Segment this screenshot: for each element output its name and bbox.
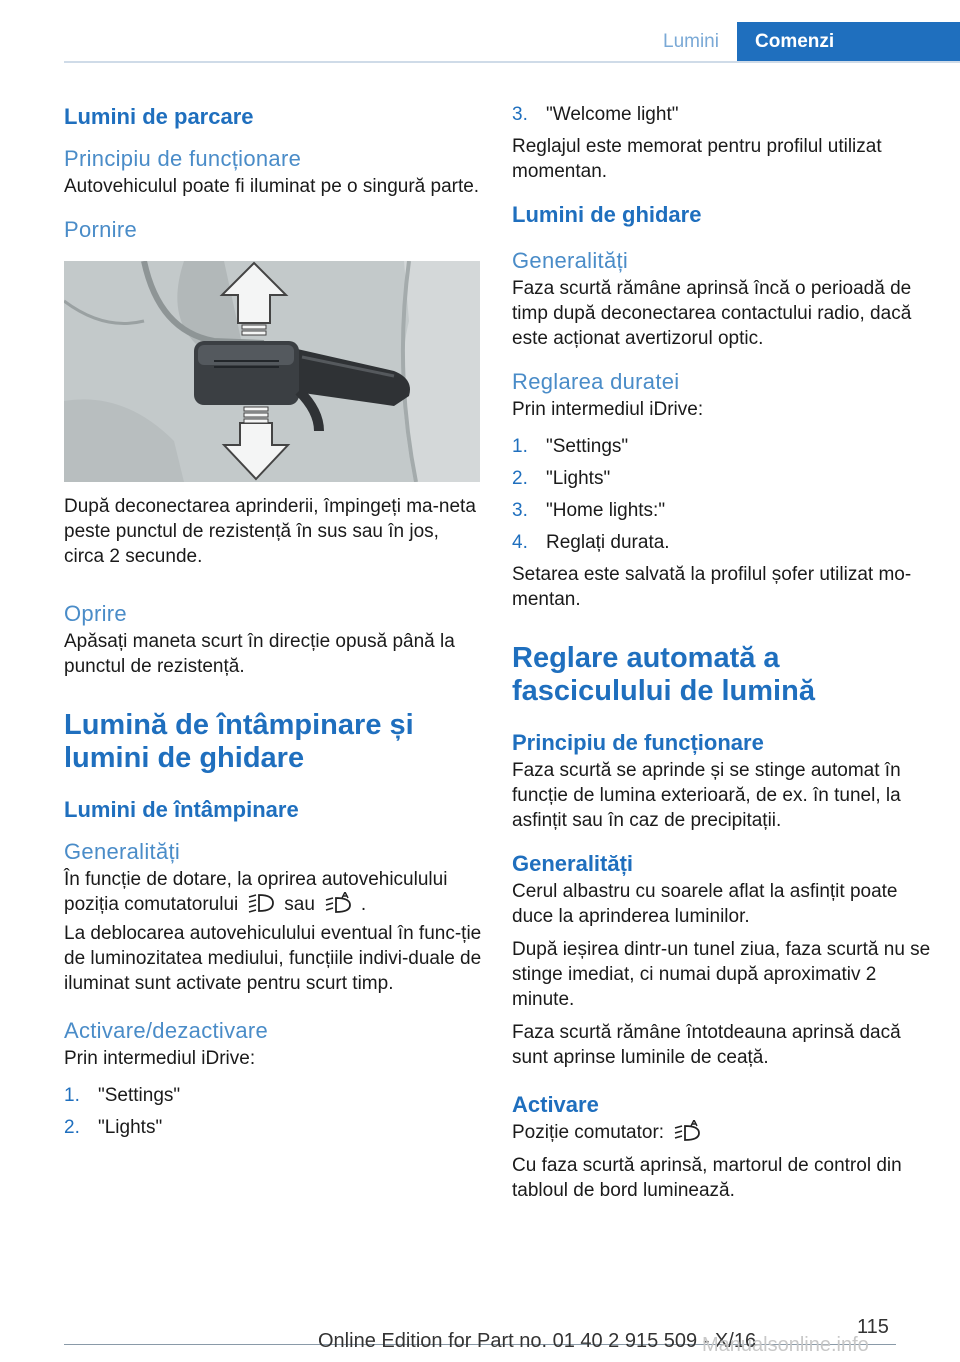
heading-parking-lights: Lumini de parcare — [64, 104, 254, 129]
heading-stop: Oprire — [64, 601, 127, 626]
paragraph-idrive: Prin intermediul iDrive: — [64, 1048, 256, 1069]
paragraph-indicator: Cu faza scurtă aprinsă, martorul de control din tabloul de bord luminează. — [512, 1155, 902, 1201]
heading-activate-deactivate: Activare/dezactivare — [64, 1018, 269, 1043]
paragraph-principle: Autovehiculul poate fi iluminat pe o singură parte. — [64, 176, 480, 197]
turn-signal-lever-illustration — [64, 261, 480, 482]
list-item: 3. "Welcome light" — [512, 104, 679, 125]
watermark: Manualsonline.info — [702, 1334, 869, 1356]
paragraph-tunnel: După ieșirea dintr-un tunel ziua, faza scurtă nu se stinge imediat, ci numai după aproximativ 2 minute. — [512, 939, 931, 1010]
heading-guide-lights: Lumini de ghidare — [512, 202, 702, 227]
header-tab-lumini: Lumini — [663, 31, 719, 52]
steps-list — [64, 1083, 482, 1140]
paragraph-idrive: Prin intermediul iDrive: — [512, 399, 704, 420]
left-column — [64, 102, 482, 1147]
auto-light-switch-icon — [672, 1120, 702, 1142]
heading-general: Generalități — [64, 839, 181, 864]
paragraph-stored: Reglajul este memorat pentru profilul utilizat momentan. — [512, 136, 882, 182]
heading-general: Generalități — [512, 248, 629, 273]
paragraph-sky: Cerul albastru cu soarele aflat la asfințit poate duce la aprinderea luminilor. — [512, 881, 898, 927]
list-item: 4. Reglați durata. — [512, 532, 670, 553]
list-item: 1. "Settings" — [512, 436, 629, 457]
right-column — [512, 102, 932, 1203]
heading-welcome-lights: Lumini de întâmpinare — [64, 797, 299, 822]
lever-figure — [64, 261, 480, 482]
heading-start: Pornire — [64, 217, 138, 242]
list-item: 3. "Home lights:" — [512, 500, 666, 521]
auto-light-switch-icon — [323, 892, 353, 914]
header-rule — [64, 61, 960, 63]
header-tab-comenzi: Comenzi — [737, 22, 960, 62]
heading-principle: Principiu de funcționare — [64, 146, 302, 171]
paragraph-guide: Faza scurtă rămâne aprinsă încă o perioadă de timp după deconectarea contactului radio, dacă este acționat avertizorul optic. — [512, 278, 912, 349]
paragraph-stop: Apăsați maneta scurt în direcție opusă până la punctul de rezistență. — [64, 631, 455, 677]
paragraph-fog: Faza scurtă rămâne întotdeauna aprinsă dacă sunt aprinse luminile de ceață. — [512, 1022, 901, 1068]
heading-activate: Activare — [512, 1092, 599, 1117]
list-item: 1. "Settings" — [64, 1085, 181, 1106]
heading-principle: Principiu de funcționare — [512, 730, 764, 755]
steps-list — [512, 434, 932, 555]
paragraph-general-1: În funcție de dotare, la oprirea autovehiculului poziția comutatorului sau . — [64, 869, 448, 915]
list-item: 2. "Lights" — [64, 1117, 163, 1138]
low-beam-switch-icon — [246, 892, 276, 914]
heading-duration: Reglarea duratei — [512, 369, 680, 394]
steps-list-continued — [512, 102, 932, 127]
heading-auto-beam: Reglare automată a fasciculului de lumină — [512, 642, 815, 707]
paragraph-switch-position: Poziție comutator: — [512, 1120, 932, 1145]
paragraph-start: După deconectarea aprinderii, împingeți ma-neta peste punctul de rezistență în sus sau în jos, circa 2 secunde. — [64, 496, 476, 567]
paragraph-general-2: La deblocarea autovehiculului eventual în func-ție de luminozitatea mediului, funcțiile indivi-duale de iluminat sunt activate pentru scurt timp. — [64, 923, 482, 994]
paragraph-principle: Faza scurtă se aprinde și se stinge automat în funcție de lumina exterioară, de ex. în tunel, la asfințit sau în caz de precipitații. — [512, 760, 901, 831]
heading-welcome-guide-lights: Lumină de întâmpinare și lumini de ghidare — [64, 709, 414, 774]
paragraph-saved: Setarea este salvată la profilul șofer utilizat mo-mentan. — [512, 564, 912, 610]
list-item: 2. "Lights" — [512, 468, 611, 489]
heading-general-2: Generalități — [512, 851, 634, 876]
page-number: 115 — [857, 1316, 889, 1338]
edition-text: Online Edition for Part no. 01 40 2 915 509 - X/16 — [318, 1330, 757, 1352]
